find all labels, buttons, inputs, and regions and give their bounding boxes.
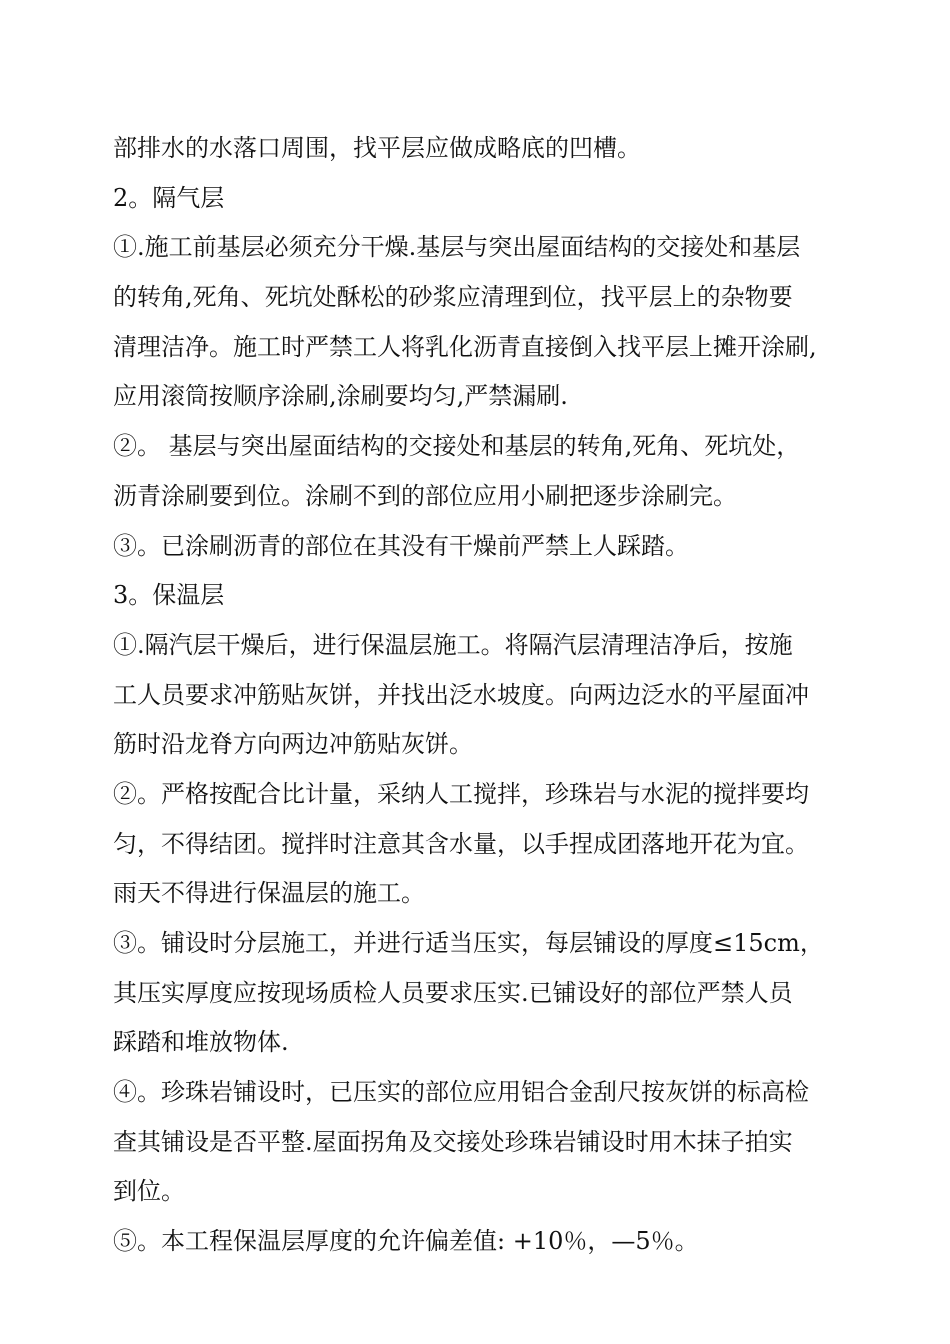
text-line: ②。 基层与突出屋面结构的交接处和基层的转角,死角、死坑处，: [113, 432, 801, 461]
text-line: 应用滚筒按顺序涂刷,涂刷要均匀,严禁漏刷.: [113, 382, 568, 411]
text-line: 雨天不得进行保温层的施工。: [113, 879, 425, 908]
text-line: ②。严格按配合比计量，采纳人工搅拌，珍珠岩与水泥的搅拌要均: [113, 779, 809, 808]
text-line: 工人员要求冲筋贴灰饼，并找出泛水坡度。向两边泛水的平屋面冲: [113, 680, 809, 709]
text-line: 查其铺设是否平整.屋面拐角及交接处珍珠岩铺设时用木抹子拍实: [113, 1127, 793, 1156]
text-line: 部排水的水落口周围，找平层应做成略底的凹槽。: [113, 134, 641, 162]
text-line: 其压实厚度应按现场质检人员要求压实.已铺设好的部位严禁人员: [113, 978, 793, 1007]
text-line: 匀，不得结团。搅拌时注意其含水量，以手捏成团落地开花为宜。: [113, 829, 809, 858]
text-line: 沥青涂刷要到位。涂刷不到的部位应用小刷把逐步涂刷完。: [113, 481, 737, 510]
text-line: ①.隔汽层干燥后，进行保温层施工。将隔汽层清理洁净后，按施: [113, 630, 793, 659]
text-line: ③。已涂刷沥青的部位在其没有干燥前严禁上人踩踏。: [113, 531, 689, 560]
text-line: 清理洁净。施工时严禁工人将乳化沥青直接倒入找平层上摊开涂刷,: [113, 332, 817, 361]
document-body: [113, 124, 873, 1267]
section-heading: 2。隔气层: [113, 183, 225, 212]
text-line: 筋时沿龙脊方向两边冲筋贴灰饼。: [113, 730, 473, 759]
text-line: ④。珍珠岩铺设时，已压实的部位应用铝合金刮尺按灰饼的标高检: [113, 1078, 809, 1107]
section-heading: 3。保温层: [113, 581, 225, 610]
text-line: ③。铺设时分层施工，并进行适当压实，每层铺设的厚度≤15cm，: [113, 929, 824, 957]
text-line: 的转角,死角、死坑处酥松的砂浆应清理到位，找平层上的杂物要: [113, 283, 793, 312]
text-line: ⑤。本工程保温层厚度的允许偏差值: +10％，—5％。: [113, 1227, 699, 1256]
text-line: 踩踏和堆放物体.: [113, 1028, 289, 1057]
text-line: 到位。: [113, 1177, 185, 1206]
text-line: ①.施工前基层必须充分干燥.基层与突出屋面结构的交接处和基层: [113, 233, 801, 262]
